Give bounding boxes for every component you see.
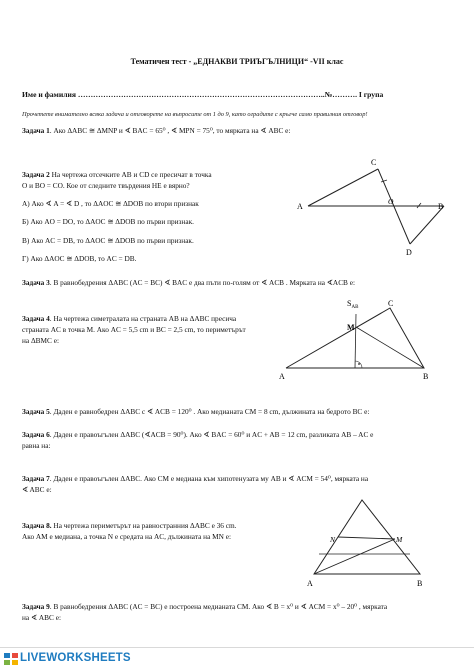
label-d: D (406, 248, 412, 257)
task-3 (22, 278, 355, 288)
task-8-label: Задача 8. (22, 521, 52, 530)
segment-mb (356, 327, 424, 368)
segment-ac (308, 169, 378, 206)
label-n: N (330, 535, 336, 544)
task-1-text: . Ако ΔABC ≅ ΔMNP и ∢ BAC = 65⁰ , ∢ MPN = 75⁰, то мярката на ∢ ABC е: (49, 126, 291, 135)
task-3-text: . В равнобедрения ΔABC (AC = BC) ∢ BAC е два пъти по-голям от ∢ ACB . Мярката на ∢ACB е: (49, 278, 356, 287)
liveworksheets-logo-icon (4, 653, 18, 665)
label-b: B (438, 202, 444, 211)
task-2-text-2: O и BO = CO. Кое от следните твърдения НЕ е вярно? (22, 181, 190, 190)
label-s: $S_{AB}$ (347, 299, 359, 310)
task-1-label: Задача 1 (22, 126, 50, 135)
task-7-text-1: . Даден е правоъгълен ΔABC. Ако CM е медиана към хипотенузата му AB и ∢ ACM = 54⁰, мярката на (49, 474, 369, 483)
task-2-figure (296, 156, 456, 260)
task-8-text-1: На чертежа периметърът на равностранния ΔABC е 36 cm. (51, 521, 237, 530)
label-b: B (423, 372, 429, 381)
task-9-text-1: . В равнобедрения ΔABC (AC = BC) е построена медианата CM. Ако ∢ B = x⁰ и ∢ ACM = x⁰ – 20⁰ , мярката (49, 602, 388, 611)
task-4 (22, 314, 236, 324)
label-c: C (371, 158, 377, 167)
median-am (314, 539, 395, 574)
task-1 (22, 126, 290, 136)
segment-nm (338, 537, 395, 539)
task-6-text-1: . Даден е правоъгълен ΔABC (∢ACB = 90⁰). Ако ∢ BAC = 60⁰ и AC + AB = 12 cm, разликата AB – AC е (49, 430, 374, 439)
task-6-label: Задача 6 (22, 430, 50, 439)
label-a: A (279, 372, 285, 381)
task-5-text: . Даден е равнобедрен ΔABC с ∢ ACB = 120⁰ . Ако медианата CM = 8 cm, дължината на бедрото BC е: (49, 407, 370, 416)
task-8-figure (304, 496, 434, 590)
task-9 (22, 602, 387, 612)
right-angle-dot (358, 363, 360, 365)
page-title: Тематичен тест - „ЕДНАКВИ ТРИЪГЪЛНИЦИ“ -VII клас (130, 57, 344, 66)
task-9-text-2: на ∢ ABC е: (22, 613, 61, 622)
label-m: M (396, 535, 403, 544)
task-2-option-c[interactable]: В) Ако AC = DB, то ΔAOC ≅ ΔDOB по първи признак. (22, 236, 194, 245)
task-2-option-d[interactable]: Г) Ако ΔAOC ≅ ΔDOB, то AC = DB. (22, 254, 137, 263)
task-6 (22, 430, 373, 440)
task-7 (22, 474, 368, 484)
label-a: A (307, 579, 313, 588)
task-9-label: Задача 9 (22, 602, 50, 611)
footer-brand[interactable]: LIVEWORKSHEETS (20, 652, 131, 664)
task-2-label: Задача 2 (22, 170, 50, 179)
label-o: O (388, 197, 394, 206)
label-a: A (297, 202, 303, 211)
task-4-text-2: страната AC в точка M. Ако AC = 5,5 cm и BC = 2,5 cm, то периметърът (22, 325, 246, 334)
task-4-label: Задача 4 (22, 314, 50, 323)
task-2-option-b[interactable]: Б) Ако AO = DO, то ΔAOC ≅ ΔDOB по първи признак. (22, 217, 194, 226)
task-2-text-1: На чертежа отсечките AB и CD се пресичат в точка (49, 170, 212, 179)
perpendicular-bisector (355, 314, 356, 368)
segment-db (410, 206, 444, 244)
label-m: M (347, 323, 355, 332)
instructions: Прочетете внимателно всяка задача и отговорете на въпросите от 1 до 9, като оградите с кръгче само правилния отговор! (22, 111, 368, 118)
student-name-line: Име и фамилия ……………………………………………………………………………………..№………. І група (22, 90, 384, 99)
task-7-label: Задача 7 (22, 474, 50, 483)
task-6-text-2: равна на: (22, 441, 51, 450)
task-2-option-a[interactable]: А) Ако ∢ A = ∢ D , то ΔAOC ≅ ΔDOB по втори признак (22, 199, 199, 208)
task-3-label: Задача 3 (22, 278, 50, 287)
task-4-text-1: . На чертежа симетралата на страната AB на ΔABC пресича (49, 314, 237, 323)
task-4-text-3: на ΔBMC е: (22, 336, 59, 345)
task-8 (22, 521, 237, 531)
task-7-text-2: ∢ ABC е: (22, 485, 52, 494)
task-5 (22, 407, 369, 417)
task-8-text-2: Ако AM е медиана, а точка N е средата на AC, дължината на MN е: (22, 532, 231, 541)
task-4-figure (280, 296, 460, 382)
label-b: B (417, 579, 423, 588)
label-c: C (388, 299, 394, 308)
tick-co (381, 180, 387, 182)
task-5-label: Задача 5 (22, 407, 50, 416)
task-2 (22, 170, 212, 180)
footer-bar (0, 647, 474, 670)
